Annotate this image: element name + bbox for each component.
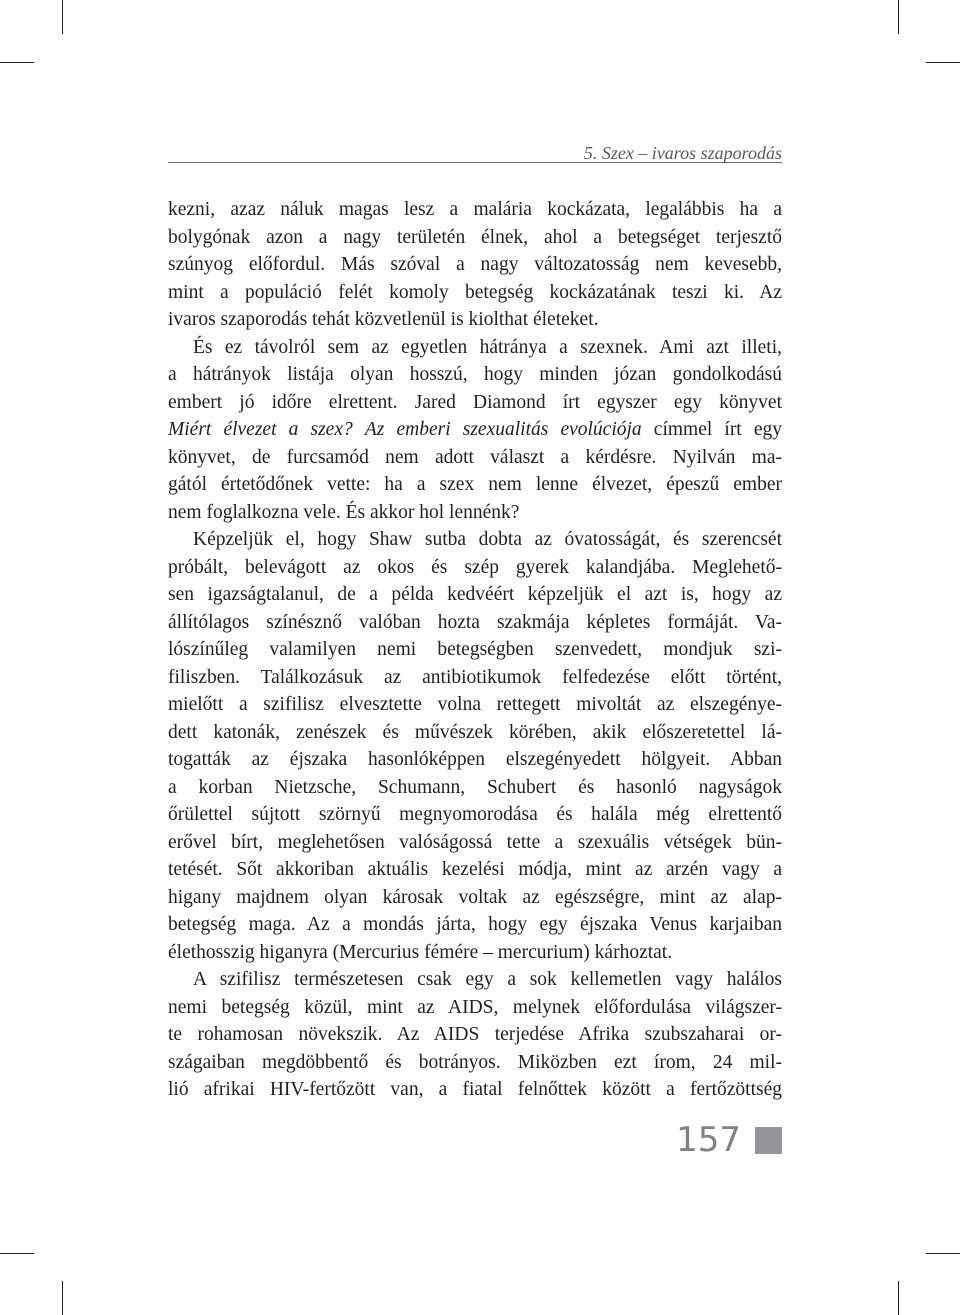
text-line: filiszben. Találkozásuk az antibiotikumok felfedezése előtt történt, — [168, 666, 782, 688]
text-line: És ez távolról sem az egyetlen hátránya a szexnek. Ami azt illeti, — [193, 336, 782, 358]
page-footer — [600, 1118, 782, 1162]
text-line: higany majdnem olyan károsak voltak az egészségre, mint az alap- — [168, 886, 782, 908]
text-line: gától értetődőnek vette: ha a szex nem lenne élvezet, épeszű ember — [168, 474, 782, 495]
paragraph-2 — [168, 334, 782, 527]
text-line: mint a populáció felét komoly betegség kockázatának teszi ki. Az — [168, 281, 782, 303]
crop-mark-bottom-left — [62, 1281, 63, 1315]
text-line-mixed — [168, 416, 782, 444]
text-line: Képzeljük el, hogy Shaw sutba dobta az óvatosságát, és szerencsét — [193, 529, 782, 550]
page-number: 157 — [676, 1120, 741, 1160]
text-line: ivaros szaporodás tehát közvetlenül is kiolthat életeket. — [168, 309, 599, 330]
text-line: nemi betegség közül, mint az AIDS, melynek előfordulása világszer- — [168, 996, 782, 1018]
running-head — [168, 140, 782, 163]
text-line: dett katonák, zenészek és művészek körében, akik előszeretettel lá- — [168, 721, 782, 743]
text-line: őrülettel sújtott szörnyű megnyomorodása és halála még elrettentő — [168, 804, 782, 825]
text-line: szágaiban megdöbbentő és botrányos. Miközben ezt írom, 24 mil- — [168, 1051, 782, 1073]
crop-mark-top-left — [62, 0, 63, 34]
text-line: bolygónak azon a nagy területén élnek, ahol a betegséget terjesztő — [168, 226, 782, 248]
text-line: állítólagos színésznő valóban hozta szakmája képletes formáját. Va- — [168, 611, 782, 633]
text-line: a hátrányok listája olyan hosszú, hogy minden józan gondolkodású — [168, 364, 782, 385]
text-line: erővel bírt, meglehetősen valóságossá tette a szexuális vétségek bün- — [168, 831, 782, 853]
text-line: mielőtt a szifilisz elvesztette volna rettegett mivoltát az elszegénye- — [168, 694, 782, 715]
book-title-italic: Az emberi szexualitás evolúciója — [364, 419, 642, 440]
text-line: tetését. Sőt akkoriban aktuális kezelési módja, mint az arzén vagy a — [168, 859, 782, 880]
text-line: togatták az éjszaka hasonlóképpen elszegényedett hölgyeit. Abban — [168, 749, 782, 770]
text-line: lió afrikai HIV-fertőzött van, a fiatal felnőttek között a fertőzöttség — [168, 1079, 782, 1100]
text-line: lószínűleg valamilyen nemi betegségben szenvedett, mondjuk szi- — [168, 639, 782, 660]
crop-mark-bottom-left-h — [0, 1253, 34, 1254]
text-line: betegség maga. Az a mondás járta, hogy egy éjszaka Venus karjaiban — [168, 914, 782, 935]
text-line: szúnyog előfordul. Más szóval a nagy változatosság nem kevesebb, — [168, 254, 782, 275]
body-text — [168, 196, 782, 1104]
crop-mark-top-right — [898, 0, 899, 34]
text-line: te rohamosan növekszik. Az AIDS terjedése Afrika szubszaharai or- — [168, 1024, 782, 1045]
crop-mark-top-left-h — [0, 62, 34, 63]
text-line: sen igazságtalanul, de a példa kedvéért képzeljük el azt is, hogy az — [168, 584, 782, 605]
text-line: próbált, belevágott az okos és szép gyerek kalandjába. Meglehető- — [168, 556, 782, 578]
text-line: nem foglalkozna vele. És akkor hol lennénk? — [168, 501, 520, 523]
text-line: élethosszig higanyra (Mercurius fémére – mercurium) kárhoztat. — [168, 941, 673, 963]
paragraph-4 — [168, 966, 782, 1104]
running-head-title: 5. Szex – ivaros szaporodás — [583, 143, 782, 163]
text-line: A szifilisz természetesen csak egy a sok kellemetlen vagy halálos — [193, 969, 782, 990]
crop-mark-bottom-right-h — [926, 1253, 960, 1254]
text-line: könyvet, de furcsamód nem adott választ a kérdésre. Nyilván ma- — [168, 446, 782, 468]
crop-mark-bottom-right — [898, 1281, 899, 1315]
text-fragment: címmel írt egy — [653, 419, 783, 440]
text-line: embert jó időre elrettent. Jared Diamond írt egyszer egy könyvet — [168, 391, 782, 413]
page-marker-square — [755, 1127, 782, 1154]
text-line: kezni, azaz náluk magas lesz a malária kockázata, legalábbis ha a — [168, 199, 782, 220]
crop-mark-top-right-h — [926, 62, 960, 63]
paragraph-3 — [168, 526, 782, 966]
paragraph-1 — [168, 196, 782, 334]
book-title-italic: Miért élvezet a szex? — [168, 419, 353, 440]
text-line: a korban Nietzsche, Schumann, Schubert és hasonló nagyságok — [168, 776, 782, 798]
